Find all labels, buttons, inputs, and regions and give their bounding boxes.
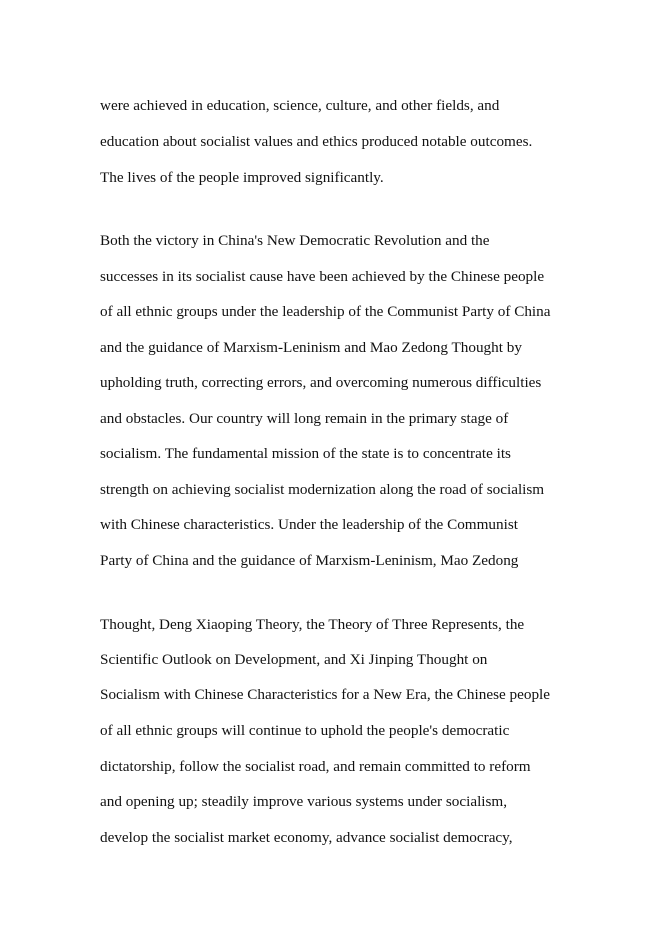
text-line: develop the socialist market economy, advance socialist democracy,	[100, 829, 513, 846]
text-line: strength on achieving socialist modernization along the road of socialism	[100, 481, 545, 498]
text-line: successes in its socialist cause have been achieved by the Chinese people	[100, 268, 545, 285]
text-line: Socialism with Chinese Characteristics for a New Era, the Chinese people	[100, 686, 551, 703]
text-line: upholding truth, correcting errors, and overcoming numerous difficulties	[100, 374, 542, 391]
text-line: and the guidance of Marxism-Leninism and Mao Zedong Thought by	[100, 339, 522, 356]
text-line: The lives of the people improved significantly.	[100, 169, 384, 186]
text-line: Both the victory in China's New Democratic Revolution and the	[100, 232, 490, 249]
text-line: Party of China and the guidance of Marxism-Leninism, Mao Zedong	[100, 552, 519, 569]
text-line: of all ethnic groups under the leadership of the Communist Party of China	[100, 303, 551, 320]
text-line: of all ethnic groups will continue to uphold the people's democratic	[100, 722, 510, 739]
text-line: socialism. The fundamental mission of the state is to concentrate its	[100, 445, 511, 462]
text-line: Scientific Outlook on Development, and Xi Jinping Thought on	[100, 651, 488, 668]
text-line: education about socialist values and ethics produced notable outcomes.	[100, 133, 533, 150]
text-line: were achieved in education, science, culture, and other fields, and	[100, 97, 500, 114]
text-line: and obstacles. Our country will long remain in the primary stage of	[100, 410, 509, 427]
text-line: and opening up; steadily improve various systems under socialism,	[100, 793, 508, 810]
text-line: dictatorship, follow the socialist road, and remain committed to reform	[100, 758, 531, 775]
text-line: with Chinese characteristics. Under the leadership of the Communist	[100, 516, 518, 533]
text-line: Thought, Deng Xiaoping Theory, the Theory of Three Represents, the	[100, 616, 525, 633]
